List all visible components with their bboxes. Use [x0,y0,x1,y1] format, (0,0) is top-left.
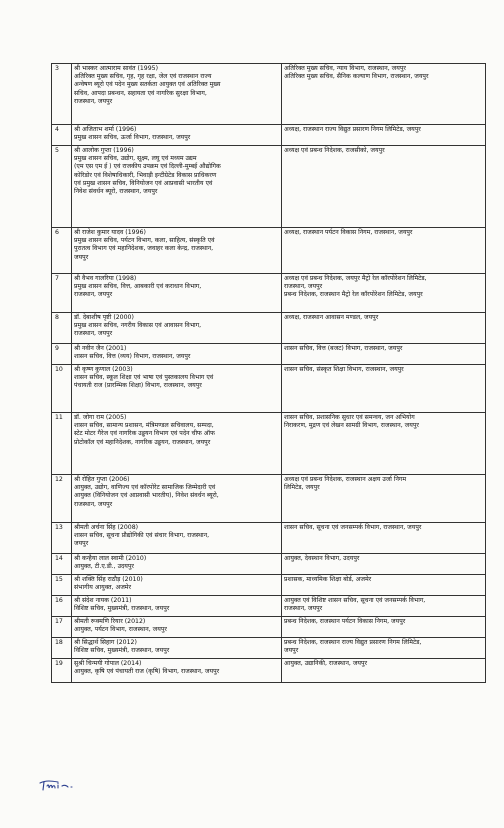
serial-number: 19 [52,659,72,683]
officer-current-post [72,575,282,596]
officer-text-line: शासन सचिव, स्कूल शिक्षा एवं भाषा एवं पुस्तकालय विभाग एवं [74,374,214,382]
table-row [52,313,486,344]
serial-number: 4 [52,125,72,146]
officer-current-post [72,365,282,413]
serial-number: 12 [52,475,72,523]
serial-number: 15 [52,575,72,596]
posting-text-line: अध्यक्ष, राजस्थान आवासन मण्डल, जयपुर [284,314,379,321]
table-row [52,617,486,638]
posting-text-line: अध्यक्ष एवं प्रबन्ध निदेशक, जयपुर मैट्रो रेल कॉरपोरेशन लिमिटेड, [284,275,427,282]
posting-text-line: जयपुर [284,647,299,655]
posting-text-line: अध्यक्ष, राजस्थान पर्यटन विकास निगम, राजस्थान, जयपुर [284,229,413,236]
serial-number: 5 [52,146,72,228]
officer-text-line: प्रमुख शासन सचिव, वित्त, आबकारी एवं कराधान विभाग, [74,283,202,291]
officer-text-line: संभागीय आयुक्त, अजमेर [74,584,132,592]
officer-text-line: डॉ. देबाशीष पृष्टी (2000) [74,314,134,321]
posting-text-line: प्रबन्ध निदेशक, राजस्थान मैट्रो रेल कॉरपोरेशन लिमिटेड, जयपुर [284,291,423,299]
posting-text-line: आयुक्त, उद्यानिकी, राजस्थान, जयपुर [284,660,368,667]
officer-current-post [72,228,282,274]
officer-text-line: आयुक्त, उद्योग, वाणिज्य एवं कॉरपोरेट सामाजिक जिम्मेदारी एवं [74,484,216,492]
posting-text-line: लिमिटेड, जयपुर [284,484,320,492]
officer-text-line: आयुक्त, पर्यटन विभाग, राजस्थान, जयपुर [74,626,167,634]
new-posting [282,344,486,365]
posting-text-line: शासन सचिव, सूचना एवं जनसम्पर्क विभाग, राजस्थान, जयपुर [284,524,422,531]
officer-current-post [72,274,282,313]
table-row [52,125,486,146]
table-row [52,659,486,683]
handwritten-signature [38,777,78,793]
officer-text-line: सचिव, आपदा प्रबन्धन, सहायता एवं नागरिक सुरक्षा विभाग, [74,89,207,97]
posting-text-line: शासन सचिव, वित्त (बजट) विभाग, राजस्थान, जयपुर [284,345,403,352]
officer-text-line: श्री आलोक गुप्ता (1996) [74,147,134,154]
posting-text-line: राजस्थान, जयपुर [284,283,323,291]
table-row [52,575,486,596]
officer-text-line: कोरिडोर एवं विशेषाधिकारी, भिवाड़ी इन्टीग्रेटेड विकास प्राधिकरण [74,171,217,179]
posting-text-line: प्रबन्ध निदेशक, राजस्थान राज्य विद्युत प्रसारण निगम लिमिटेड, [284,639,422,646]
officer-text-line: आयुक्त, कृषि एवं पंचायती राज (कृषि) विभाग, राजस्थान, जयपुर [74,668,220,676]
officer-text-line: प्रोटोकॉल एवं महानिदेशक, नागरिक उड्डयन, राजस्थान, जयपुर [74,438,211,446]
posting-text-line: आयुक्त एवं विशिष्ट शासन सचिव, सूचना एवं जनसम्पर्क विभाग, [284,597,426,604]
officer-text-line: प्रमुख शासन सचिव, ऊर्जा विभाग, राजस्थान, जयपुर [74,134,191,142]
table-row [52,146,486,228]
table-row [52,344,486,365]
new-posting [282,659,486,683]
officer-text-line: राजस्थान, जयपुर [74,97,113,105]
officer-transfer-table [51,63,486,683]
new-posting [282,554,486,575]
officer-current-post [72,596,282,617]
new-posting [282,274,486,313]
table-row [52,596,486,617]
table-row [52,228,486,274]
officer-text-line: राजस्थान, जयपुर [74,500,113,508]
officer-text-line: जयपुर [74,540,89,548]
posting-text-line: राजस्थान, जयपुर [284,605,323,613]
table-body [52,64,486,683]
serial-number: 17 [52,617,72,638]
officer-current-post [72,617,282,638]
officer-current-post [72,659,282,683]
serial-number: 3 [52,64,72,125]
officer-current-post [72,413,282,475]
new-posting [282,125,486,146]
officer-text-line: श्री राजेश कुमार यादव (1996) [74,229,146,236]
officer-text-line: श्रीमती रूक्मणि रियार (2012) [74,618,146,625]
new-posting [282,413,486,475]
new-posting [282,523,486,554]
officer-text-line: शासन सचिव, सामान्य प्रशासन, मंत्रिमण्डल सचिवालय, सम्पदा, [74,422,214,430]
table-row [52,475,486,523]
officer-text-line: सुश्री चिन्मयी गोपाल (2014) [74,660,142,667]
officer-text-line: पुरातत्व विभाग एवं महानिदेशक, जवाहर कला केन्द्र, राजस्थान, [74,245,214,253]
officer-text-line: प्रमुख शासन सचिव, पर्यटन विभाग, कला, साहित्य, संस्कृति एवं [74,237,215,245]
officer-current-post [72,523,282,554]
officer-text-line: (एम एस एम ई ) एवं राजकीय उपक्रम एवं दिल्ली-मुम्बई औद्योगिक [74,163,221,171]
new-posting [282,475,486,523]
serial-number: 13 [52,523,72,554]
officer-text-line: स्टेट मोटर गैरेज एवं नागरिक उड्डयन विभाग एवं पदेन चीफ ऑफ [74,430,215,438]
officer-text-line: श्रीमती अर्चना सिंह (2008) [74,524,139,531]
officer-text-line: प्रमुख शासन सचिव, नगरीय विकास एवं आवासन विभाग, [74,322,202,330]
officer-text-line: शासन सचिव, सूचना प्रौद्योगिकी एवं संचार विभाग, राजस्थान, [74,532,210,540]
officer-text-line: श्री भास्कर आत्माराम सावंत (1995) [74,65,159,72]
serial-number: 10 [52,365,72,413]
posting-text-line: शासन सचिव, संस्कृत शिक्षा विभाग, राजस्थान, जयपुर [284,366,404,373]
new-posting [282,638,486,659]
officer-text-line: अन्वेषण ब्यूरो एवं पदेन मुख्य सतर्कता आयुक्त एवं अतिरिक्त मुख्य [74,81,221,89]
table-row [52,638,486,659]
new-posting [282,146,486,228]
table-row [52,365,486,413]
officer-current-post [72,64,282,125]
serial-number: 11 [52,413,72,475]
new-posting [282,313,486,344]
serial-number: 9 [52,344,72,365]
posting-text-line: अतिरिक्त मुख्य सचिव, सैनिक कल्याण विभाग, राजस्थान, जयपुर [284,73,429,81]
officer-text-line: निवेश संवर्धन ब्यूरो, राजस्थान, जयपुर [74,188,158,196]
serial-number: 8 [52,313,72,344]
table-row [52,274,486,313]
officer-text-line: श्री वैभव गालरिया (1998) [74,275,137,282]
serial-number: 6 [52,228,72,274]
new-posting [282,365,486,413]
officer-text-line: विशिष्ट सचिव, मुख्यमंत्री, राजस्थान, जयपुर [74,647,170,655]
officer-text-line: डॉ. जोगा राम (2005) [74,414,127,421]
new-posting [282,228,486,274]
officer-current-post [72,554,282,575]
officer-current-post [72,344,282,365]
new-posting [282,617,486,638]
serial-number: 18 [52,638,72,659]
table-row [52,64,486,125]
officer-text-line: श्री सिद्धार्थ सिहाग (2012) [74,639,137,646]
officer-text-line: राजस्थान, जयपुर [74,291,113,299]
officer-current-post [72,313,282,344]
officer-text-line: प्रमुख शासन सचिव, उद्योग, सूक्ष्म, लघु एवं मध्यम उद्यम [74,155,197,163]
new-posting [282,64,486,125]
posting-text-line: शासन सचिव, प्रशासनिक सुधार एवं समन्वय, जन अभियोग [284,414,415,421]
new-posting [282,596,486,617]
officer-text-line: श्री कृष्ण कुणाल (2003) [74,366,133,373]
officer-text-line: राजस्थान, जयपुर [74,330,113,338]
officer-text-line: आयुक्त, टी.ए.डी., उदयपुर [74,563,134,571]
officer-current-post [72,638,282,659]
posting-text-line: प्रबन्ध निदेशक, राजस्थान पर्यटन विकास निगम, जयपुर [284,618,406,625]
posting-text-line: निराकरण, मुद्रण एवं लेखन सामग्री विभाग, राजस्थान, जयपुर [284,422,419,430]
posting-text-line: अध्यक्ष एवं प्रबन्ध निदेशक, राजस्थान अक्षय उर्जा निगम [284,476,407,483]
officer-text-line: आयुक्त (विनियोजन एवं आप्रवासी भारतीय), निवेश संवर्धन ब्यूरो, [74,492,219,500]
serial-number: 14 [52,554,72,575]
officer-text-line: श्री रोहित गुप्ता (2006) [74,476,130,483]
posting-text-line: आयुक्त, देवस्थान विभाग, उदयपुर [284,555,360,562]
table-row [52,554,486,575]
officer-current-post [72,146,282,228]
officer-text-line: श्री नवीन जैन (2001) [74,345,127,352]
officer-current-post [72,125,282,146]
new-posting [282,575,486,596]
officer-text-line: श्री कन्हैया लाल स्वामी (2010) [74,555,147,562]
posting-text-line: अतिरिक्त मुख्य सचिव, न्याय विभाग, राजस्थान, जयपुर [284,65,406,72]
officer-current-post [72,475,282,523]
officer-text-line: एवं प्रमुख शासन सचिव, विनियोजन एवं आप्रवासी भारतीय एवं [74,179,213,187]
officer-text-line: शासन सचिव, वित्त (व्यय) विभाग, राजस्थान, जयपुर [74,353,191,361]
table-row [52,523,486,554]
officer-text-line: श्री शक्ति सिंह राठौड़ (2010) [74,576,143,583]
officer-text-line: श्री संदेश नायक (2011) [74,597,132,604]
transfer-order-page [51,63,481,683]
posting-text-line: अध्यक्ष, राजस्थान राज्य विद्युत प्रसारण निगम लिमिटेड, जयपुर [284,126,421,133]
serial-number: 16 [52,596,72,617]
posting-text-line: अध्यक्ष एवं प्रबन्ध निदेशक, राजसीको, जयपुर [284,147,385,154]
officer-text-line: जयपुर [74,253,89,261]
officer-text-line: विशिष्ट सचिव, मुख्यमंत्री, राजस्थान, जयपुर [74,605,170,613]
table-row [52,413,486,475]
officer-text-line: अतिरिक्त मुख्य सचिव, गृह, गृह रक्षा, जेल एवं राजस्थान राज्य [74,73,212,81]
posting-text-line: प्रशासक, माध्यमिक शिक्षा बोर्ड, अजमेर [284,576,372,583]
officer-text-line: श्री अजिताभ शर्मा (1996) [74,126,137,133]
officer-text-line: पंचायती राज (प्रारम्भिक शिक्षा) विभाग, राजस्थान, जयपुर [74,382,202,390]
serial-number: 7 [52,274,72,313]
